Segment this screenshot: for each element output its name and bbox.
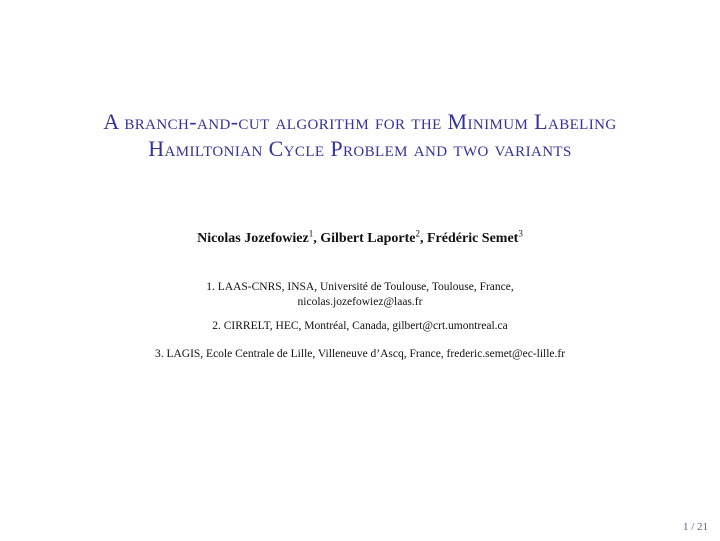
affiliation-mark: 3 bbox=[518, 228, 523, 239]
author-name: Gilbert Laporte bbox=[320, 231, 416, 246]
affiliation-1-line-1: 1. LAAS-CNRS, INSA, Université de Toulouse, Toulouse, France, bbox=[206, 281, 514, 293]
page-number: 1 / 21 bbox=[682, 521, 708, 533]
affiliation-2 bbox=[20, 319, 700, 334]
author-list bbox=[40, 230, 680, 248]
author-name: Frédéric Semet bbox=[427, 231, 519, 246]
affiliation-3-line-1: 3. LAGIS, Ecole Centrale de Lille, Villeneuve d’Ascq, France, frederic.semet@ec-lille.fr bbox=[154, 348, 566, 360]
author-name: Nicolas Jozefowiez bbox=[197, 231, 309, 246]
author-separator: , bbox=[313, 231, 321, 246]
affiliation-mark: 1 bbox=[308, 228, 314, 239]
affiliation-3 bbox=[20, 347, 700, 362]
slide-title: A branch-and-cut algorithm for the Minimum Labeling Hamiltonian Cycle Problem and two variants bbox=[103, 109, 617, 161]
affiliation-2-line-1: 2. CIRRELT, HEC, Montréal, Canada, gilbert@crt.umontreal.ca bbox=[212, 320, 508, 332]
affiliation-1 bbox=[20, 280, 700, 310]
affiliation-mark: 2 bbox=[415, 228, 420, 239]
affiliation-1-email: nicolas.jozefowiez@laas.fr bbox=[297, 296, 423, 308]
author-separator: , bbox=[420, 231, 427, 246]
